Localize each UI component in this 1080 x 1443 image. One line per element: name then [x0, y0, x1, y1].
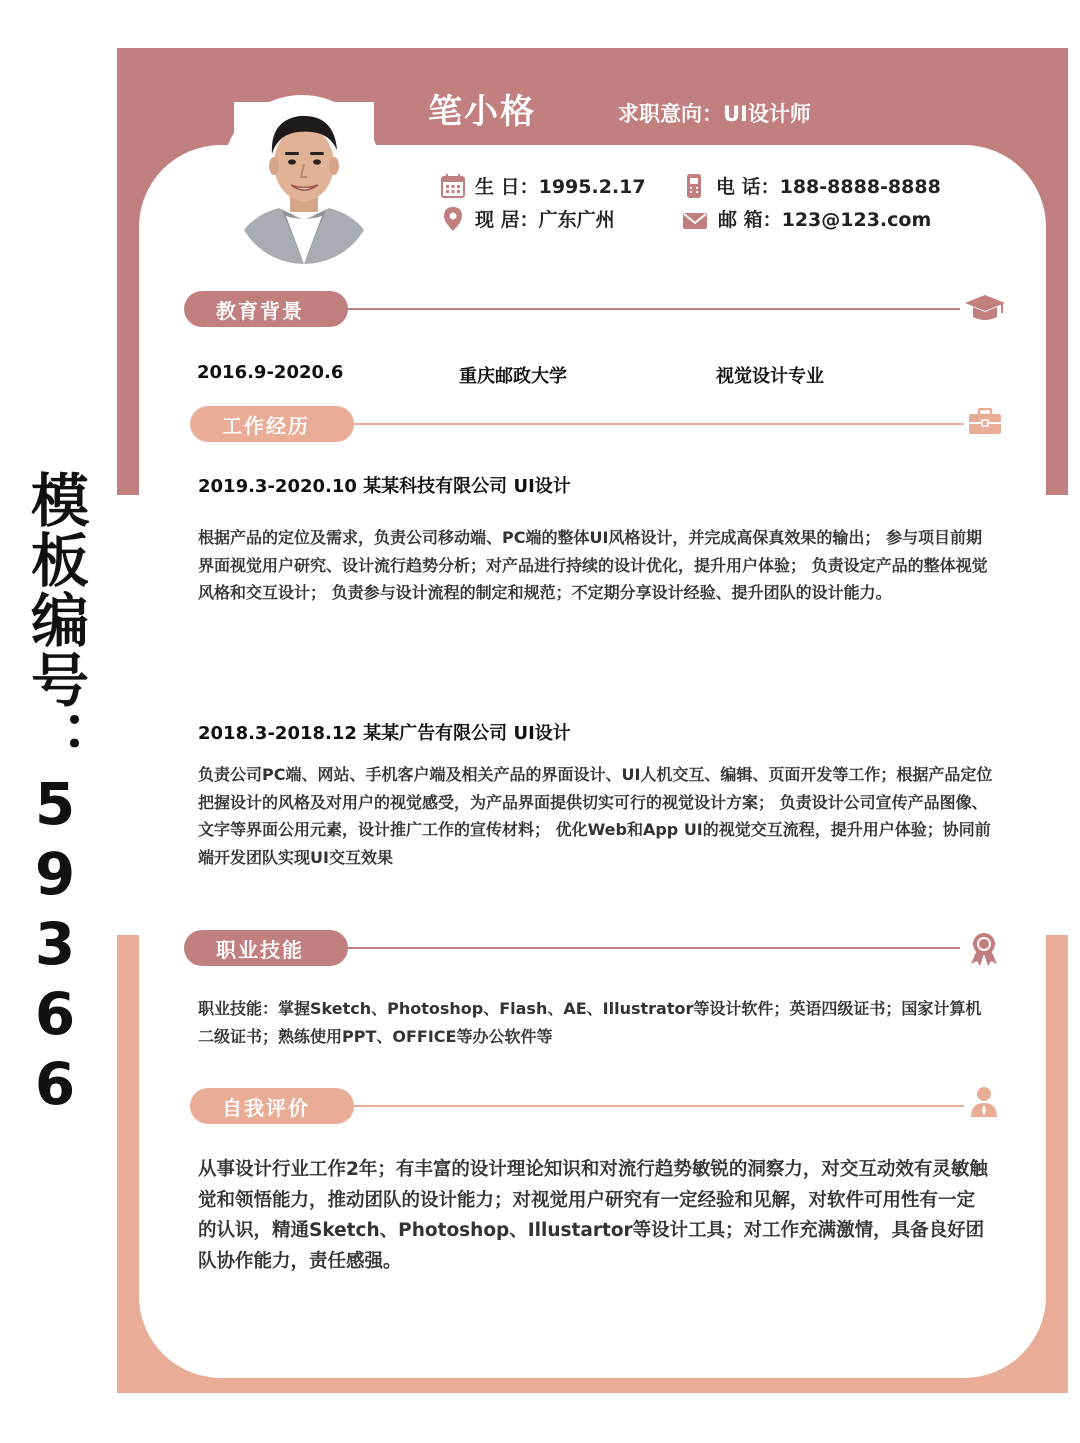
- award-icon: [968, 932, 1000, 966]
- briefcase-icon: [968, 408, 1002, 436]
- info-birthday: [441, 172, 646, 199]
- section-title-work: 工作经历: [190, 406, 354, 442]
- location-icon: [441, 206, 465, 232]
- candidate-name: 笔小格: [428, 92, 536, 132]
- template-number: 模板编号：59366: [21, 470, 89, 1120]
- section-line-skills: [340, 947, 960, 949]
- education-school: 重庆邮政大学: [459, 366, 567, 387]
- section-line-work: [346, 423, 964, 425]
- info-residence: [441, 205, 615, 232]
- education-period: 2016.9-2020.6: [197, 362, 344, 383]
- section-title-skills: 职业技能: [184, 930, 348, 966]
- job-heading-1: 2019.3-2020.10 某某科技有限公司 UI设计: [198, 476, 571, 497]
- birthday-text: 生 日：1995.2.17: [475, 176, 646, 198]
- calendar-icon: [441, 174, 465, 198]
- avatar: [234, 102, 374, 264]
- section-line-education: [340, 308, 960, 310]
- mail-icon: [682, 207, 708, 231]
- section-title-self-eval: 自我评价: [190, 1088, 354, 1124]
- education-major: 视觉设计专业: [716, 366, 824, 387]
- phone-text: 电 话：188-8888-8888: [716, 176, 941, 198]
- graduation-cap-icon: [964, 293, 1006, 323]
- info-phone: [682, 172, 941, 199]
- section-line-self-eval: [346, 1105, 964, 1107]
- job-intent: 求职意向：UI设计师: [618, 102, 811, 126]
- job-description-1: 根据产品的定位及需求，负责公司移动端、PC端的整体UI风格设计，并完成高保真效果的输出； 参与项目前期界面视觉用户研究、设计流行趋势分析；对产品进行持续的设计优化，提升用户体验； 负责设定产品的整体视觉风格和交互设计； 负责参与设计流程的制定和规范；不定期分享设计经验、提升团队的设计能力。: [198, 528, 988, 602]
- job-heading-2: 2018.3-2018.12 某某广告有限公司 UI设计: [198, 723, 571, 744]
- self-eval-text: 从事设计行业工作2年；有丰富的设计理论知识和对流行趋势敏锐的洞察力，对交互动效有灵敏触觉和领悟能力，推动团队的设计能力；对视觉用户研究有一定经验和见解，对软件可用性有一定的认识，精通Sketch、Photoshop、Illustartor等设计工具；对工作充满激情，具备良好团队协作能力，责任感强。: [198, 1159, 988, 1272]
- job-description-2: 负责公司PC端、网站、手机客户端及相关产品的界面设计、UI人机交互、编辑、页面开发等工作；根据产品定位把握设计的风格及对用户的视觉感受，为产品界面提供切实可行的视觉设计方案； 负责设计公司宣传产品图像、文字等界面公用元素，设计推广工作的宣传材料； 优化Web和App UI的视觉交互流程，提升用户体验；协同前端开发团队实现UI交互效果: [198, 765, 993, 867]
- info-email: [682, 205, 931, 232]
- email-text: 邮 箱：123@123.com: [718, 209, 932, 231]
- person-icon: [970, 1086, 998, 1118]
- section-title-education: 教育背景: [184, 291, 348, 327]
- skills-text: 职业技能：掌握Sketch、Photoshop、Flash、AE、Illustrator等设计软件；英语四级证书；国家计算机二级证书；熟练使用PPT、OFFICE等办公软件等: [198, 999, 982, 1046]
- residence-text: 现 居：广东广州: [475, 209, 615, 231]
- phone-icon: [682, 173, 706, 199]
